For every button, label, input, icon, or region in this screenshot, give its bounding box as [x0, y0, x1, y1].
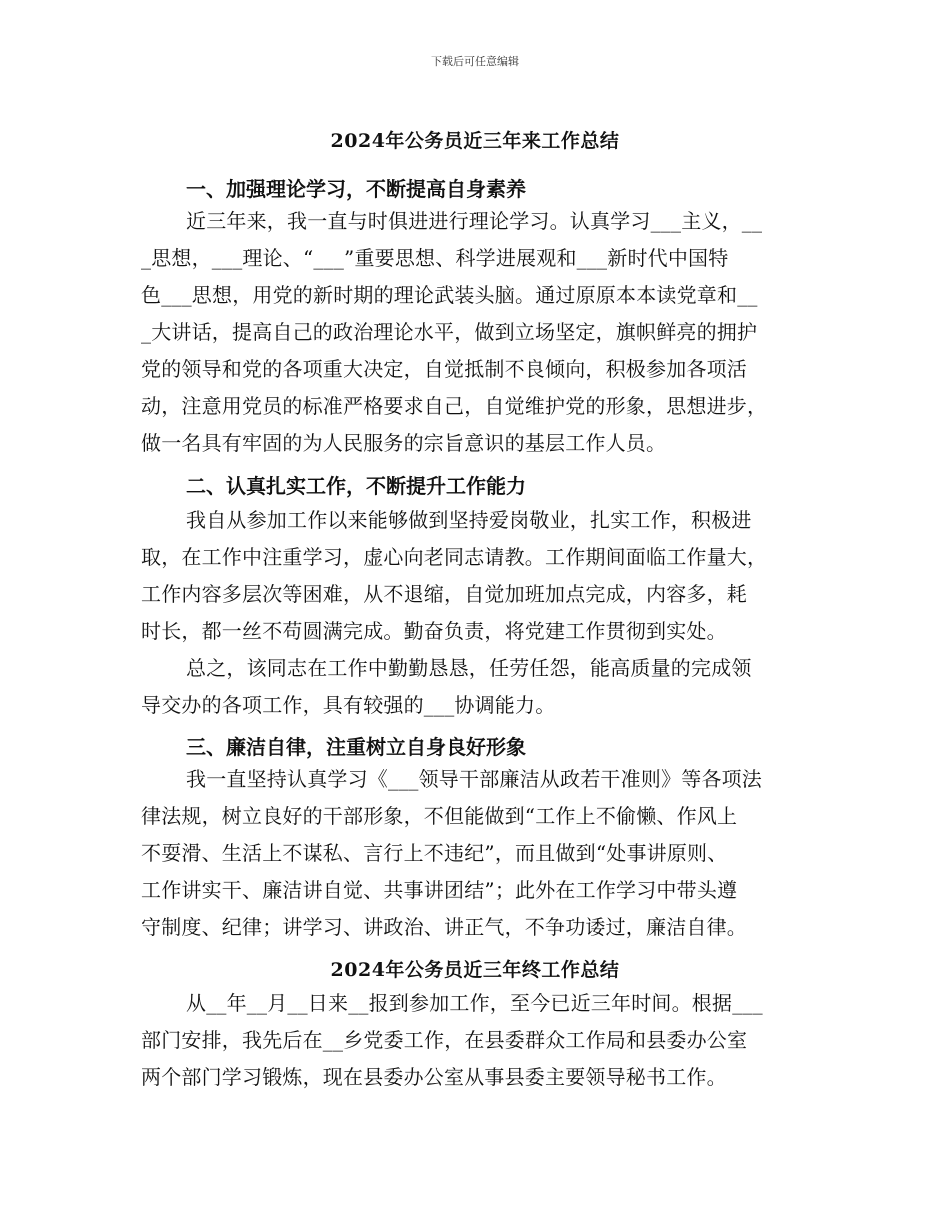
text-line: 我自从参加工作以来能够做到坚持爱岗敬业，扎实工作，积极进 [186, 508, 752, 532]
paragraph [141, 985, 821, 1096]
text-line: 部门安排，我先后在__乡党委工作，在县委群众工作局和县委办公室 [141, 1028, 748, 1052]
text-line: 守制度、纪律；讲学习、讲政治、讲正气，不争功诿过，廉洁自律。 [141, 915, 747, 939]
text-line: 取，在工作中注重学习，虚心向老同志请教。工作期间面临工作量大， [141, 545, 768, 569]
section-heading-2: 二、认真扎实工作，不断提升工作能力 [186, 474, 526, 498]
text-line: 近三年来，我一直与时俱进进行理论学习。认真学习___主义，__ [186, 209, 763, 233]
text-line: 总之，该同志在工作中勤勤恳恳，任劳任怨，能高质量的完成领 [186, 656, 752, 680]
text-line: 工作内容多层次等困难，从不退缩，自觉加班加点完成，内容多，耗 [141, 582, 747, 606]
text-line: 从__年__月__日来__报到参加工作，至今已近三年时间。根据___ [186, 991, 763, 1015]
section-heading-1: 一、加强理论学习，不断提高自身素养 [186, 177, 526, 201]
text-line: _思想，___理论、“___”重要思想、科学进展观和___新时代中国特 [141, 246, 729, 270]
text-line: 两个部门学习锻炼，现在县委办公室从事县委主要领导秘书工作。 [141, 1065, 727, 1089]
text-line: 工作讲实干、廉洁讲自觉、共事讲团结”；此外在工作学习中带头遵 [141, 878, 738, 902]
header-note: 下载后可任意编辑 [431, 55, 519, 68]
paragraph [141, 203, 821, 462]
text-line: _大讲话，提高自己的政治理论水平，做到立场坚定，旗帜鲜亮的拥护 [141, 320, 758, 344]
text-line: 动，注意用党员的标准严格要求自己，自觉维护党的形象，思想进步， [141, 394, 768, 418]
document-title: 2024年公务员近三年来工作总结 [330, 130, 620, 152]
text-line: 党的领导和党的各项重大决定，自觉抵制不良倾向，积极参加各项活 [141, 357, 747, 381]
section-heading-3: 三、廉洁自律，注重树立自身良好形象 [186, 735, 526, 759]
text-line: 律法规，树立良好的干部形象，不但能做到“工作上不偷懒、作风上 [141, 804, 738, 828]
text-line: 时长，都一丝不苟圆满完成。勤奋负责，将党建工作贯彻到实处。 [141, 619, 727, 643]
paragraph [141, 761, 821, 946]
text-line: 导交办的各项工作，具有较强的___协调能力。 [141, 693, 556, 717]
text-line: 做一名具有牢固的为人民服务的宗旨意识的基层工作人员。 [141, 431, 667, 455]
second-document-title: 2024年公务员近三年终工作总结 [330, 959, 620, 981]
text-line: 我一直坚持认真学习《___领导干部廉洁从政若干准则》等各项法 [186, 767, 762, 791]
text-line: 色___思想，用党的新时期的理论武装头脑。通过原原本本读党章和__ [141, 283, 758, 307]
paragraph [141, 502, 821, 724]
text-line: 不耍滑、生活上不谋私、言行上不违纪”，而且做到“处事讲原则、 [141, 841, 728, 865]
